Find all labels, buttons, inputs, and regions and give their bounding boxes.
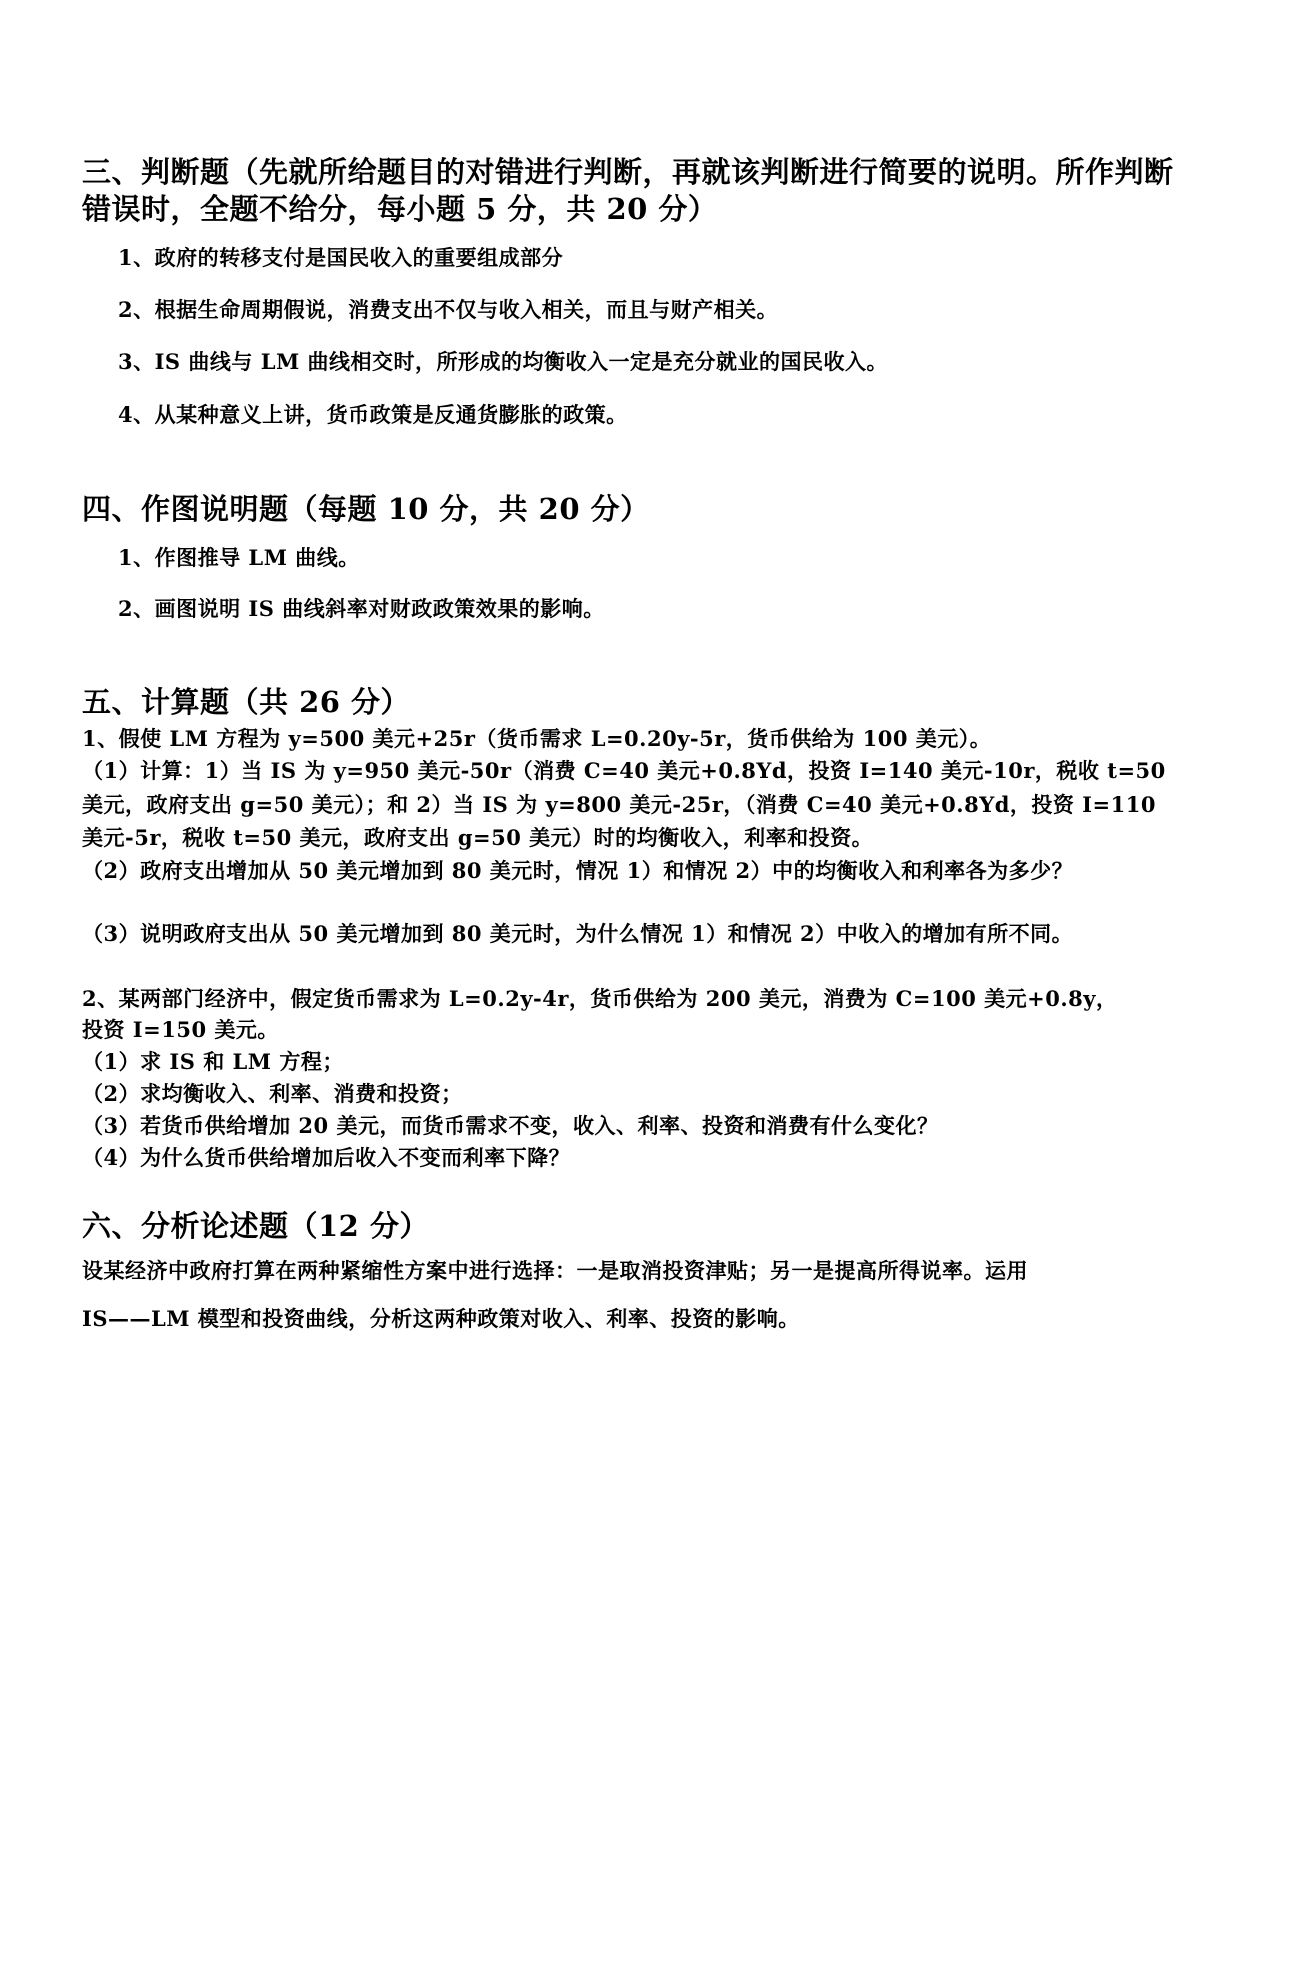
section5-line: 美元-5r，税收 t=50 美元，政府支出 g=50 美元）时的均衡收入，利率和投资。 — [82, 825, 874, 850]
section3-item-3: 3、IS 曲线与 LM 曲线相交时，所形成的均衡收入一定是充分就业的国民收入。 — [118, 349, 889, 374]
section5-line: （1）求 IS 和 LM 方程； — [82, 1049, 344, 1074]
section3-title-line2: 错误时，全题不给分，每小题 5 分，共 20 分） — [82, 192, 718, 226]
section5-line: （1）计算：1）当 IS 为 y=950 美元-50r（消费 C=40 美元+0.8Yd，投资 I=140 美元-10r，税收 t=50 — [82, 758, 1166, 783]
section3-item-2: 2、根据生命周期假说，消费支出不仅与收入相关，而且与财产相关。 — [118, 297, 779, 322]
section3-title-line1: 三、判断题（先就所给题目的对错进行判断，再就该判断进行简要的说明。所作判断 — [82, 155, 1174, 189]
section5-line: （2）政府支出增加从 50 美元增加到 80 美元时，情况 1）和情况 2）中的均衡收入和利率各为多少？ — [82, 858, 1074, 883]
section5-line: 美元，政府支出 g=50 美元）；和 2）当 IS 为 y=800 美元-25r，（消费 C=40 美元+0.8Yd，投资 I=110 — [82, 792, 1156, 817]
section3-item-1: 1、政府的转移支付是国民收入的重要组成部分 — [118, 245, 564, 270]
section5-line: （3）若货币供给增加 20 美元，而货币需求不变，收入、利率、投资和消费有什么变化？ — [82, 1113, 939, 1138]
section6-title: 六、分析论述题（12 分） — [82, 1209, 429, 1243]
section3-item-4: 4、从某种意义上讲，货币政策是反通货膨胀的政策。 — [118, 402, 628, 427]
section6-line: IS——LM 模型和投资曲线，分析这两种政策对收入、利率、投资的影响。 — [82, 1306, 800, 1331]
section4-item-1: 1、作图推导 LM 曲线。 — [118, 545, 360, 570]
section4-item-2: 2、画图说明 IS 曲线斜率对财政政策效果的影响。 — [118, 596, 605, 621]
section5-line: （2）求均衡收入、利率、消费和投资； — [82, 1081, 463, 1106]
section5-title: 五、计算题（共 26 分） — [82, 685, 411, 719]
section5-line: 2、某两部门经济中，假定货币需求为 L=0.2y-4r，货币供给为 200 美元，消费为 C=100 美元+0.8y， — [82, 986, 1118, 1011]
section5-line: （4）为什么货币供给增加后收入不变而利率下降？ — [82, 1145, 571, 1170]
section5-line: 1、假使 LM 方程为 y=500 美元+25r（货币需求 L=0.20y-5r，货币供给为 100 美元）。 — [82, 726, 992, 751]
section6-line: 设某经济中政府打算在两种紧缩性方案中进行选择：一是取消投资津贴；另一是提高所得说率。运用 — [82, 1258, 1028, 1283]
section5-line: （3）说明政府支出从 50 美元增加到 80 美元时，为什么情况 1）和情况 2）中收入的增加有所不同。 — [82, 921, 1074, 946]
section5-line: 投资 I=150 美元。 — [82, 1017, 279, 1042]
section4-title: 四、作图说明题（每题 10 分，共 20 分） — [82, 492, 650, 526]
